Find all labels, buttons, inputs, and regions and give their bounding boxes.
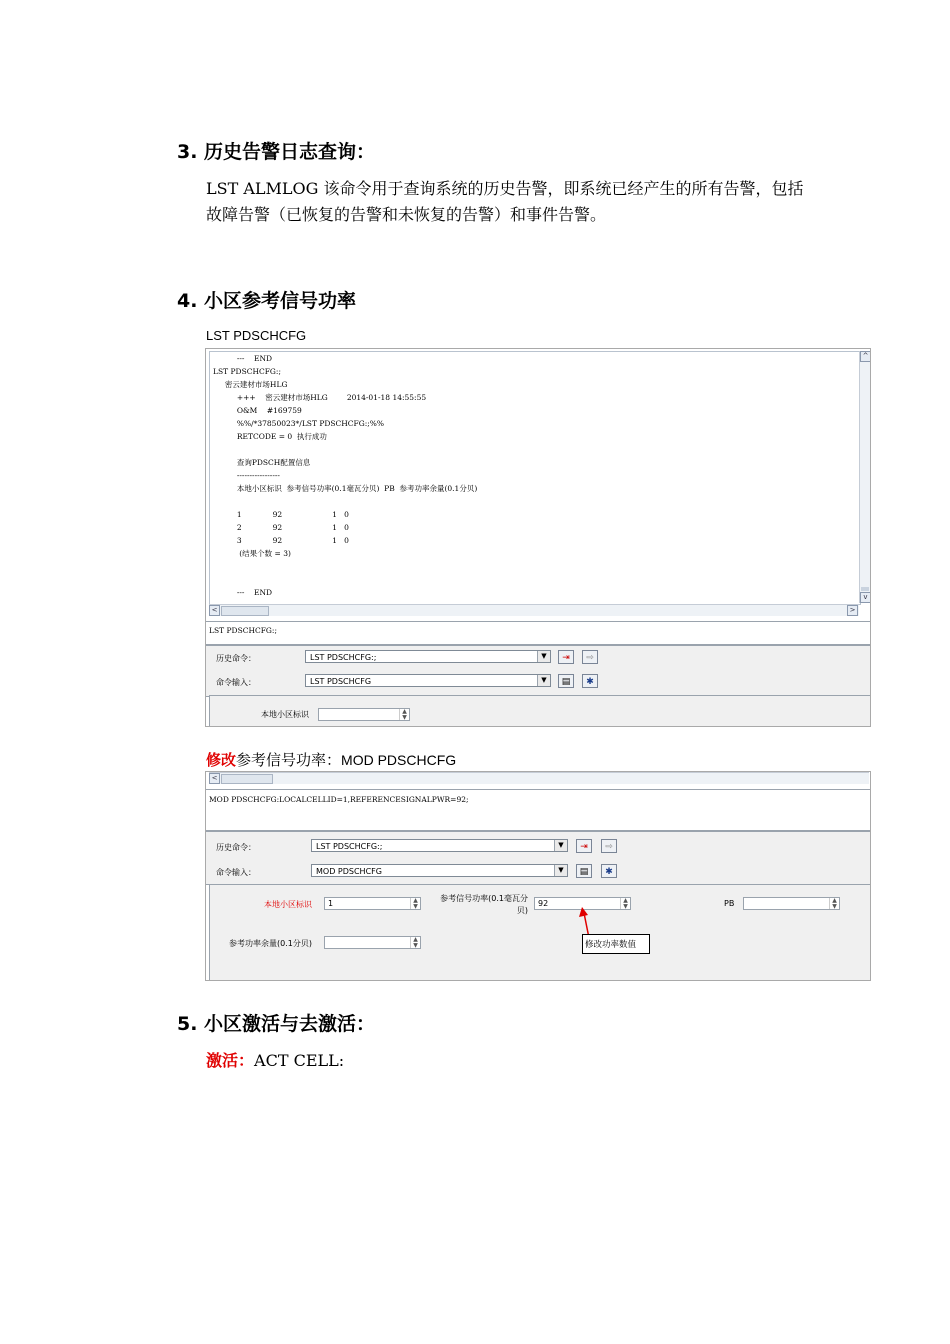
scroll-left-icon[interactable]: < (209, 605, 220, 616)
ref-power-label-line1: 参考信号功率(0.1毫瓦分 (440, 894, 528, 903)
history-label: 历史命令： (216, 654, 256, 663)
run-icon[interactable]: ✱ (582, 674, 598, 688)
output-line: 3 92 1 0 (213, 536, 349, 545)
param-label-local-cell: 本地小区标识 (261, 710, 309, 719)
command-input[interactable] (305, 674, 551, 687)
output-line: 本地小区标识 参考信号功率(0.1毫瓦分贝) PB 参考功率余量(0.1分贝) (213, 484, 478, 493)
output-line: 密云建材市场HLG (213, 380, 288, 389)
output-line: %%/*37850023*/LST PDSCHCFG:;%% (213, 419, 385, 428)
param-label-pb: PB (724, 899, 735, 908)
chevron-down-icon[interactable]: ▼ (537, 651, 550, 662)
input-label: 命令输入： (216, 678, 256, 687)
output-line (213, 573, 477, 586)
input-value: LST PDSCHCFG (310, 677, 372, 686)
output-line: (结果个数 = 3) (213, 549, 291, 558)
history-value: LST PDSCHCFG:; (310, 653, 377, 662)
ref-signal-power-value: 92 (538, 899, 549, 908)
chevron-down-icon[interactable]: ▼ (554, 840, 567, 851)
output-line: +++ 密云建材市场HLG 2014-01-18 14:55:55 (213, 393, 427, 402)
local-cell-id-value: 1 (328, 899, 334, 908)
modify-command: MOD PDSCHCFG (341, 752, 457, 768)
command-input[interactable] (311, 864, 568, 877)
spinner-arrows-icon[interactable]: ▲ ▼ (829, 898, 839, 909)
save-icon[interactable]: ▤ (576, 864, 592, 878)
ref-power-label-line2: 贝) (516, 906, 528, 915)
history-combo[interactable] (311, 839, 568, 852)
load-history-icon[interactable]: ⇥ (558, 650, 574, 664)
vertical-scrollbar[interactable] (859, 351, 870, 603)
lst-pdschcfg-label: LST PDSCHCFG (206, 328, 307, 343)
output-line: 1 92 1 0 (213, 510, 349, 519)
section-3-heading: 3. 历史告警日志查询： (177, 141, 376, 163)
modify-line (206, 749, 456, 770)
activate-prefix: 激活： (206, 1051, 255, 1070)
command-panel (206, 645, 870, 697)
command-echo-box[interactable] (206, 621, 870, 645)
output-line: --- END (213, 354, 273, 363)
output-line: O&M #169759 (213, 406, 302, 415)
history-label: 历史命令： (216, 843, 256, 852)
param-label-power-margin: 参考功率余量(0.1分贝) (229, 939, 312, 948)
scroll-thumb-h[interactable] (221, 606, 269, 616)
parameter-panel (209, 695, 871, 727)
input-value: MOD PDSCHCFG (316, 867, 382, 876)
scroll-right-icon[interactable]: > (847, 605, 858, 616)
modify-rest: 参考信号功率： (236, 751, 342, 769)
local-cell-id-spinner[interactable] (318, 708, 410, 721)
pb-spinner[interactable] (743, 897, 840, 910)
horizontal-scrollbar[interactable] (209, 604, 859, 616)
modify-prefix: 修改 (206, 751, 237, 769)
export-icon[interactable]: ⇨ (601, 839, 617, 853)
section-4-heading: 4. 小区参考信号功率 (177, 290, 357, 312)
section-3-body: LST ALMLOG 该命令用于查询系统的历史告警，即系统已经产生的所有告警，包括故障告警（已恢复的告警和未恢复的告警）和事件告警。 (206, 179, 804, 224)
output-line: ----------------- (213, 471, 280, 480)
output-text (213, 352, 477, 599)
command-echo-text: MOD PDSCHCFG:LOCALCELLID=1,REFERENCESIGNALPWR=92; (209, 795, 469, 804)
output-area[interactable] (209, 351, 861, 605)
scroll-thumb-h[interactable] (221, 774, 273, 784)
output-line (213, 495, 477, 508)
export-icon[interactable]: ⇨ (582, 650, 598, 664)
output-line: LST PDSCHCFG:; (213, 367, 281, 376)
mml-console-screenshot-2 (205, 771, 871, 981)
mml-console-screenshot-1 (205, 348, 871, 727)
run-icon[interactable]: ✱ (601, 864, 617, 878)
horizontal-scrollbar[interactable] (209, 772, 869, 784)
output-line (213, 443, 477, 456)
command-panel (206, 831, 870, 885)
chevron-down-icon[interactable]: ▼ (554, 865, 567, 876)
parameter-panel (209, 884, 871, 981)
output-line: --- END (213, 588, 273, 597)
command-echo-box[interactable] (206, 789, 870, 831)
load-history-icon[interactable]: ⇥ (576, 839, 592, 853)
spinner-arrows-icon[interactable]: ▲ ▼ (620, 898, 630, 909)
history-value: LST PDSCHCFG:; (316, 842, 383, 851)
output-line: RETCODE = 0 执行成功 (213, 432, 327, 441)
save-icon[interactable]: ▤ (558, 674, 574, 688)
power-margin-spinner[interactable] (324, 936, 421, 949)
scroll-thumb[interactable] (861, 587, 869, 591)
activate-line (206, 1048, 344, 1071)
activate-command: ACT CELL: (254, 1051, 345, 1070)
chevron-down-icon[interactable]: ▼ (537, 675, 550, 686)
spinner-arrows-icon[interactable]: ▲ ▼ (410, 898, 420, 909)
history-combo[interactable] (305, 650, 551, 663)
command-echo-text: LST PDSCHCFG:; (209, 626, 277, 635)
output-line: 2 92 1 0 (213, 523, 349, 532)
param-label-local-cell: 本地小区标识 (264, 900, 312, 909)
callout-box: 修改功率数值 (582, 934, 650, 954)
scroll-up-icon[interactable]: ^ (860, 351, 871, 362)
param-label-ref-power (433, 893, 528, 917)
scroll-down-icon[interactable]: v (860, 592, 871, 603)
output-line: 查询PDSCH配置信息 (213, 458, 311, 467)
section-5-heading: 5. 小区激活与去激活： (177, 1013, 376, 1035)
spinner-arrows-icon[interactable]: ▲ ▼ (410, 937, 420, 948)
input-label: 命令输入： (216, 868, 256, 877)
output-line (213, 560, 477, 573)
spinner-arrows-icon[interactable]: ▲ ▼ (399, 709, 409, 720)
local-cell-id-spinner[interactable] (324, 897, 421, 910)
scroll-left-icon[interactable]: < (209, 773, 220, 784)
